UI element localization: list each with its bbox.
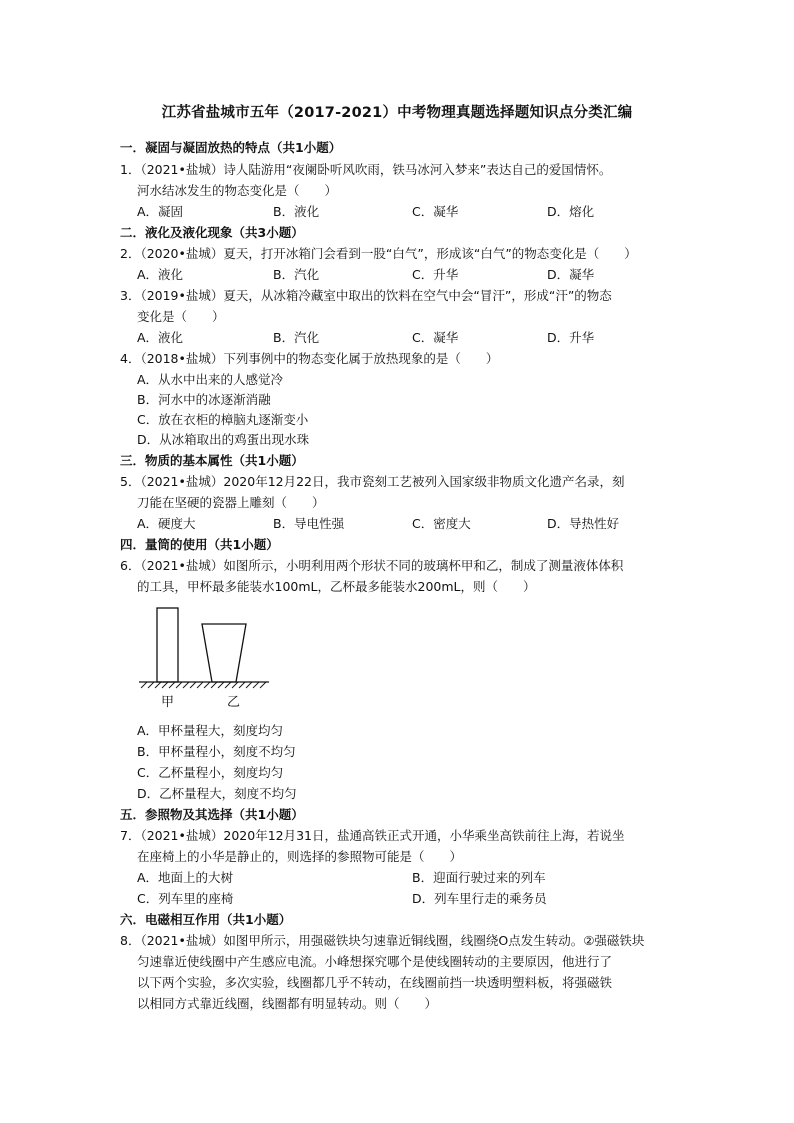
- option-b: B．迎面行驶过来的列车: [412, 870, 546, 885]
- option-c: C．列车里的座椅: [137, 891, 234, 906]
- question-8-line-3: 以下两个实验，多次实验，线圈都几乎不转动，在线圈前挡一块透明塑料板，将强磁铁: [137, 975, 613, 990]
- question-3-line-1: 3．（2019•盐城）夏天，从冰箱冷藏室中取出的饮料在空气中会“冒汗”，形成“汗”的物态: [120, 288, 612, 303]
- option-b: B．导电性强: [273, 516, 345, 531]
- question-1-line-1: 1．（2021•盐城）诗人陆游用“夜阑卧听风吹雨，铁马冰河入梦来”表达自己的爱国情怀。: [120, 162, 612, 177]
- section-heading-2: 二．液化及液化现象（共3小题）: [120, 225, 304, 240]
- option-c: C．升华: [412, 267, 459, 282]
- ground-hatching: [141, 682, 266, 688]
- option-d: D．升华: [547, 330, 595, 345]
- question-6-option-c: C．乙杯量程小，刻度均匀: [137, 765, 284, 780]
- option-b: B．汽化: [273, 267, 320, 282]
- question-5-line-1: 5．（2021•盐城）2020年12月22日，我市瓷刻工艺被列入国家级非物质文化遗产名录，刻: [120, 474, 625, 489]
- question-4-option-c: C．放在衣柜的樟脑丸逐渐变小: [137, 412, 309, 427]
- question-4-option-a: A．从水中出来的人感觉冷: [137, 372, 284, 387]
- question-1-line-2: 河水结冰发生的物态变化是（ ）: [137, 183, 338, 198]
- option-a: A．凝固: [137, 204, 184, 219]
- option-d: D．凝华: [547, 267, 595, 282]
- question-6-line-1: 6．（2021•盐城）如图所示，小明利用两个形状不同的玻璃杯甲和乙，制成了测量液体体积: [120, 558, 624, 573]
- question-6-option-b: B．甲杯量程小，刻度不均匀: [137, 744, 296, 759]
- cup-jia: [157, 608, 178, 682]
- cups-figure: [135, 600, 275, 712]
- question-4-line-1: 4．（2018•盐城）下列事例中的物态变化属于放热现象的是（ ）: [120, 351, 499, 366]
- option-a: A．液化: [137, 330, 184, 345]
- option-c: C．密度大: [412, 516, 471, 531]
- label-jia: 甲: [161, 695, 175, 710]
- section-heading-6: 六．电磁相互作用（共1小题）: [120, 912, 292, 927]
- option-d: D．熔化: [547, 204, 595, 219]
- question-8-line-4: 以相同方式靠近线圈，线圈都有明显转动。则（ ）: [137, 996, 438, 1011]
- option-d: D．列车里行走的乘务员: [412, 891, 547, 906]
- label-yi: 乙: [227, 695, 241, 710]
- section-heading-3: 三．物质的基本属性（共1小题）: [120, 453, 304, 468]
- question-8-line-2: 匀速靠近使线圈中产生感应电流。小峰想探究哪个是使线圈转动的主要原因，他进行了: [137, 954, 613, 969]
- question-6-option-a: A．甲杯量程大，刻度均匀: [137, 723, 284, 738]
- question-8-line-1: 8．（2021•盐城）如图甲所示，用强磁铁块匀速靠近铜线圈，线圈绕O点发生转动。②强磁铁块: [120, 933, 645, 948]
- question-6-option-d: D．乙杯量程大，刻度不均匀: [137, 786, 297, 801]
- question-4-option-b: B．河水中的冰逐渐消融: [137, 392, 271, 407]
- question-2-line-1: 2．（2020•盐城）夏天，打开冰箱门会看到一股“白气”，形成该“白气”的物态变化是（ ）: [120, 246, 637, 261]
- section-heading-5: 五．参照物及其选择（共1小题）: [120, 807, 304, 822]
- option-a: A．液化: [137, 267, 184, 282]
- cup-yi: [202, 624, 246, 682]
- option-d: D．导热性好: [547, 516, 620, 531]
- page-title: 江苏省盐城市五年（2017-2021）中考物理真题选择题知识点分类汇编: [161, 105, 633, 121]
- question-7-line-2: 在座椅上的小华是静止的，则选择的参照物可能是（ ）: [137, 849, 463, 864]
- question-6-line-2: 的工具，甲杯最多能装水100mL，乙杯最多能装水200mL，则（ ）: [137, 579, 536, 594]
- question-5-line-2: 刀能在坚硬的瓷器上雕刻（ ）: [137, 495, 325, 510]
- option-a: A．硬度大: [137, 516, 196, 531]
- question-3-line-2: 变化是（ ）: [137, 309, 225, 324]
- section-heading-1: 一．凝固与凝固放热的特点（共1小题）: [120, 140, 342, 155]
- option-b: B．汽化: [273, 330, 320, 345]
- option-c: C．凝华: [412, 204, 459, 219]
- question-4-option-d: D．从冰箱取出的鸡蛋出现水珠: [137, 432, 310, 447]
- option-b: B．液化: [273, 204, 320, 219]
- question-7-line-1: 7．（2021•盐城）2020年12月31日，盐通高铁正式开通，小华乘坐高铁前往上海，若说坐: [120, 828, 625, 843]
- option-c: C．凝华: [412, 330, 459, 345]
- section-heading-4: 四．量筒的使用（共1小题）: [120, 537, 279, 552]
- option-a: A．地面上的大树: [137, 870, 234, 885]
